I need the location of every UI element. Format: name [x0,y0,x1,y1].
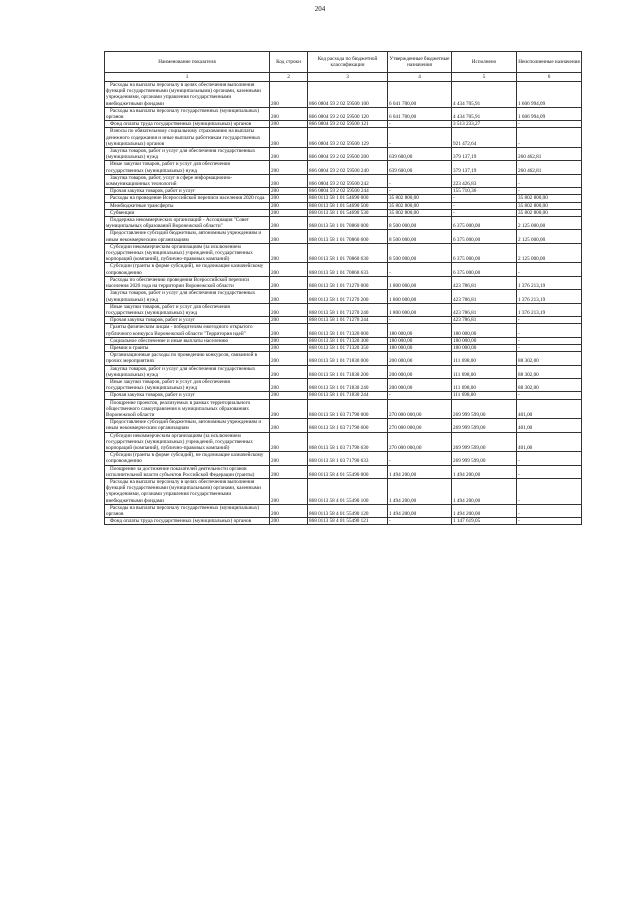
indicator-name: Поощрение проектов, реализуемых в рамках территориального общественного самоуправления в муниципальных образованиях Воронежской области [105,399,270,419]
unexecuted-amount: - [517,317,582,324]
line-code: 200 [270,148,308,161]
unexecuted-amount: 88 302,00 [517,352,582,365]
indicator-name: Субсидии (гранты в форме субсидий), не подлежащие казначейскому сопровождению [105,263,270,276]
executed-amount: 4 434 705,91 [452,82,517,108]
indicator-name: Закупка товаров, работ и услуг для обеспечения государственных (муниципальных) нужд [105,290,270,303]
approved-amount: - [388,392,452,399]
column-number: 6 [517,73,582,82]
executed-amount: 423 786,81 [452,317,517,324]
indicator-name: Премии и гранты [105,344,270,351]
executed-amount: 180 000,00 [452,337,517,344]
line-code: 200 [270,337,308,344]
table-row [105,161,582,174]
table-row [105,263,582,276]
budget-classification-code: 868 0113 58 1 01 71830 200 [308,365,388,378]
indicator-name: Социальное обеспечение и иные выплаты населению [105,337,270,344]
budget-classification-code: 868 0113 58 1 01 71320 350 [308,344,388,351]
approved-amount: 200 000,00 [388,365,452,378]
line-code: 200 [270,378,308,391]
executed-amount: 6 375 000,00 [452,230,517,243]
header-executed: Исполнено [452,52,517,73]
unexecuted-amount: 401,00 [517,432,582,452]
unexecuted-amount: 1 376 213,19 [517,290,582,303]
budget-classification-code: 866 0804 59 2 02 59500 200 [308,148,388,161]
approved-amount: 200 000,00 [388,352,452,365]
line-code: 200 [270,352,308,365]
indicator-name: Взносы по обязательному социальному страхованию на выплаты денежного содержания и иные выплаты работникам государственных (муниципальных) органов [105,128,270,148]
executed-amount: 4 434 705,91 [452,107,517,120]
line-code: 200 [270,419,308,432]
approved-amount: 1 494 200,00 [388,504,452,517]
executed-amount: 1 494 200,00 [452,465,517,478]
executed-amount: 223 426,83 [452,174,517,187]
table-row [105,128,582,148]
table-row [105,230,582,243]
unexecuted-amount: 2 125 000,00 [517,243,582,263]
unexecuted-amount: 88 302,00 [517,378,582,391]
table-row [105,352,582,365]
budget-classification-code: 868 0113 58 1 01 54690 530 [308,209,388,216]
unexecuted-amount: - [517,174,582,187]
unexecuted-amount: - [517,121,582,128]
indicator-name: Фонд оплаты труда государственных (муниципальных) органов [105,121,270,128]
table-row [105,504,582,517]
line-code: 200 [270,432,308,452]
line-code: 200 [270,263,308,276]
executed-amount: 180 000,00 [452,324,517,337]
executed-amount: - [452,202,517,209]
budget-classification-code: 868 0113 58 1 01 71830 244 [308,392,388,399]
line-code: 200 [270,399,308,419]
budget-classification-code: 868 0113 58 1 01 70860 633 [308,263,388,276]
executed-amount: - [452,209,517,216]
line-code: 200 [270,324,308,337]
line-code: 200 [270,217,308,230]
indicator-name: Фонд оплаты труда государственных (муниципальных) органов [105,518,270,525]
executed-amount: 1 494 200,00 [452,504,517,517]
table-row [105,317,582,324]
line-code: 200 [270,365,308,378]
unexecuted-amount: 1 376 213,19 [517,303,582,316]
executed-amount: - [452,195,517,202]
line-code: 200 [270,452,308,465]
executed-amount: 1 494 200,00 [452,478,517,504]
table-row [105,107,582,120]
budget-classification-code: 868 0113 58 1 01 71320 300 [308,337,388,344]
line-code: 200 [270,344,308,351]
line-code: 200 [270,276,308,289]
unexecuted-amount: - [517,128,582,148]
table-row [105,365,582,378]
budget-classification-code: 868 0113 58 1 01 70860 600 [308,230,388,243]
budget-classification-code: 868 0113 58 1 01 71270 200 [308,290,388,303]
table-row [105,399,582,419]
approved-amount: 270 000 000,00 [388,432,452,452]
indicator-name: Прочая закупка товаров, работ и услуг [105,317,270,324]
line-code: 200 [270,82,308,108]
indicator-name: Субвенции [105,209,270,216]
approved-amount: - [388,452,452,465]
unexecuted-amount: 260 462,81 [517,161,582,174]
header-budget-code: Код расхода по бюджетной классификации [308,52,388,73]
indicator-name: Расходы на выплаты персоналу в целях обеспечения выполнения функций государственными (муниципальными) органами, казенными учреждениями, органами управления государственными внебюджетными фондами [105,82,270,108]
executed-amount: 111 698,00 [452,392,517,399]
unexecuted-amount: - [517,465,582,478]
budget-classification-code: 866 0804 59 2 02 59500 242 [308,174,388,187]
executed-amount: 423 786,81 [452,276,517,289]
table-row [105,378,582,391]
indicator-name: Расходы по обеспечению проведения Всероссийской переписи населения 2020 года на территории Воронежской области [105,276,270,289]
indicator-name: Поощрение за достижение показателей деятельности органов исполнительной власти субъектов Российской Федерации (гранты) [105,465,270,478]
budget-classification-code: 868 0113 58 4 01 55490 100 [308,478,388,504]
indicator-name: Прочая закупка товаров, работ и услуг [105,188,270,195]
line-code: 200 [270,161,308,174]
executed-amount: 111 698,00 [452,378,517,391]
approved-amount: 639 600,00 [388,161,452,174]
approved-amount: 270 000 000,00 [388,419,452,432]
indicator-name: Закупка товаров, работ и услуг для обеспечения государственных (муниципальных) нужд [105,365,270,378]
executed-amount: 379 137,19 [452,148,517,161]
budget-classification-code: 868 0113 58 1 01 70860 000 [308,217,388,230]
indicator-name: Поддержка некоммерческих организаций - Ассоциация "Совет муниципальных образований Воронежской области" [105,217,270,230]
approved-amount: 8 500 000,00 [388,217,452,230]
table-row [105,202,582,209]
budget-classification-code: 868 0113 58 1 01 54690 000 [308,195,388,202]
budget-classification-code: 868 0113 58 1 01 71270 240 [308,303,388,316]
budget-classification-code: 868 0113 58 1 03 71790 000 [308,399,388,419]
table-row [105,276,582,289]
executed-amount: 6 375 000,00 [452,217,517,230]
indicator-name: Субсидии некоммерческим организациям (за исключением государственных (муниципальных) учреждений, государственных корпораций (компаний), публично-правовых компаний) [105,243,270,263]
budget-classification-code: 868 0113 58 1 01 71320 000 [308,324,388,337]
unexecuted-amount: - [517,263,582,276]
unexecuted-amount: - [517,337,582,344]
table-row [105,121,582,128]
executed-amount: 3 513 233,27 [452,121,517,128]
unexecuted-amount: 2 125 000,00 [517,217,582,230]
table-row [105,195,582,202]
indicator-name: Субсидии некоммерческим организациям (за исключением государственных (муниципальных) учреждений, государственных корпораций (компаний), публично-правовых компаний) [105,432,270,452]
approved-amount: - [388,174,452,187]
approved-amount: 1 800 000,00 [388,303,452,316]
approved-amount: 639 600,00 [388,148,452,161]
approved-amount: - [388,188,452,195]
unexecuted-amount: 35 802 800,00 [517,195,582,202]
unexecuted-amount: - [517,344,582,351]
unexecuted-amount: 401,00 [517,399,582,419]
header-unexecuted: Неисполненные назначения [517,52,582,73]
unexecuted-amount: - [517,504,582,517]
header-row [105,52,582,73]
indicator-name: Межбюджетные трансферты [105,202,270,209]
unexecuted-amount: 2 125 000,00 [517,230,582,243]
unexecuted-amount: 401,00 [517,419,582,432]
budget-classification-code: 868 0113 58 1 01 70860 630 [308,243,388,263]
budget-classification-code: 868 0113 58 4 01 55490 120 [308,504,388,517]
header-approved: Утвержденные бюджетные назначения [388,52,452,73]
indicator-name: Иные закупки товаров, работ и услуг для обеспечения государственных (муниципальных) нужд [105,378,270,391]
line-code: 200 [270,504,308,517]
indicator-name: Закупка товаров, работ и услуг для обеспечения государственных (муниципальных) нужд [105,148,270,161]
approved-amount: 8 500 000,00 [388,230,452,243]
budget-classification-code: 868 0113 58 1 03 71790 630 [308,432,388,452]
column-number: 3 [308,73,388,82]
line-code: 200 [270,195,308,202]
executed-amount: 111 698,00 [452,365,517,378]
indicator-name: Иные закупки товаров, работ и услуг для обеспечения государственных (муниципальных) нужд [105,303,270,316]
unexecuted-amount: 1 606 994,09 [517,82,582,108]
budget-execution-table [104,51,582,525]
approved-amount: 180 000,00 [388,337,452,344]
indicator-name: Предоставление субсидий бюджетным, автономным учреждениям и иным некоммерческим организациям [105,419,270,432]
line-code: 200 [270,518,308,525]
line-code: 200 [270,202,308,209]
unexecuted-amount: - [517,324,582,337]
approved-amount: 1 800 000,00 [388,290,452,303]
budget-classification-code: 866 0804 59 2 02 59500 100 [308,82,388,108]
table-row [105,419,582,432]
executed-amount: 921 472,64 [452,128,517,148]
table-row [105,188,582,195]
table-row [105,324,582,337]
approved-amount: 1 494 200,00 [388,465,452,478]
unexecuted-amount: 35 802 800,00 [517,202,582,209]
table-row [105,217,582,230]
table-row [105,337,582,344]
line-code: 200 [270,303,308,316]
header-name: Наименование показателя [105,52,270,73]
indicator-name: Прочая закупка товаров, работ и услуг [105,392,270,399]
unexecuted-amount: - [517,518,582,525]
approved-amount: 270 000 000,00 [388,399,452,419]
budget-classification-code: 866 0804 59 2 02 59500 120 [308,107,388,120]
indicator-name: Закупка товаров, работ, услуг в сфере информационно-коммуникационных технологий [105,174,270,187]
line-code: 200 [270,230,308,243]
approved-amount: 180 000,00 [388,344,452,351]
column-number: 5 [452,73,517,82]
budget-classification-code: 866 0804 59 2 02 59500 129 [308,128,388,148]
budget-classification-code: 868 0113 58 1 03 71790 633 [308,452,388,465]
table-row [105,290,582,303]
approved-amount: - [388,518,452,525]
approved-amount: 6 041 700,00 [388,107,452,120]
budget-classification-code: 866 0804 59 2 02 59500 244 [308,188,388,195]
budget-classification-code: 868 0113 58 1 01 71830 000 [308,352,388,365]
unexecuted-amount: 35 802 800,00 [517,209,582,216]
line-code: 200 [270,107,308,120]
budget-classification-code: 868 0113 58 1 01 71270 244 [308,317,388,324]
table-row [105,303,582,316]
approved-amount: 35 802 800,00 [388,195,452,202]
indicator-name: Расходы на выплаты персоналу государственных (муниципальных) органов [105,504,270,517]
approved-amount: 8 500 000,00 [388,243,452,263]
table-row [105,148,582,161]
executed-amount: 1 147 619,05 [452,518,517,525]
budget-classification-code: 868 0113 58 1 01 71830 240 [308,378,388,391]
approved-amount: 6 041 700,00 [388,82,452,108]
executed-amount: 155 710,36 [452,188,517,195]
line-code: 200 [270,317,308,324]
line-code: 200 [270,392,308,399]
line-code: 200 [270,478,308,504]
column-number: 1 [105,73,270,82]
approved-amount: - [388,128,452,148]
column-number: 2 [270,73,308,82]
unexecuted-amount: 88 302,00 [517,365,582,378]
column-number-row [105,73,582,82]
line-code: 200 [270,290,308,303]
unexecuted-amount: - [517,392,582,399]
line-code: 200 [270,121,308,128]
budget-classification-code: 868 0113 58 4 01 55490 000 [308,465,388,478]
executed-amount: 269 999 599,00 [452,452,517,465]
approved-amount: 200 000,00 [388,378,452,391]
executed-amount: 269 999 599,00 [452,399,517,419]
indicator-name: Предоставление субсидий бюджетным, автономным учреждениям и иным некоммерческим организациям [105,230,270,243]
executed-amount: 423 786,81 [452,303,517,316]
executed-amount: 6 375 000,00 [452,263,517,276]
table-row [105,344,582,351]
executed-amount: 6 375 000,00 [452,243,517,263]
approved-amount: - [388,317,452,324]
line-code: 200 [270,243,308,263]
table-row [105,174,582,187]
table-row [105,209,582,216]
unexecuted-amount: 1 376 213,19 [517,276,582,289]
executed-amount: 423 786,81 [452,290,517,303]
unexecuted-amount: - [517,188,582,195]
budget-classification-code: 866 0804 59 2 02 59500 240 [308,161,388,174]
table-row [105,478,582,504]
approved-amount: 1 494 200,00 [388,478,452,504]
executed-amount: 269 999 599,00 [452,419,517,432]
table-row [105,243,582,263]
unexecuted-amount: 260 462,81 [517,148,582,161]
approved-amount: 35 802 800,00 [388,209,452,216]
budget-classification-code: 868 0113 58 1 01 71270 000 [308,276,388,289]
indicator-name: Расходы на выплаты персоналу в целях обеспечения выполнения функций государственными (муниципальными) органами, казенными учреждениями, органами управления государственными внебюджетными фондами [105,478,270,504]
unexecuted-amount: 1 606 994,09 [517,107,582,120]
approved-amount: 180 000,00 [388,324,452,337]
approved-amount: - [388,263,452,276]
table-row [105,432,582,452]
unexecuted-amount: - [517,452,582,465]
table-row [105,82,582,108]
table-row [105,465,582,478]
executed-amount: 180 000,00 [452,344,517,351]
page-number: 204 [314,5,326,13]
indicator-name: Гранты физическим лицам - победителям ежегодного открытого публичного конкурса Воронежской области "Территория идей" [105,324,270,337]
indicator-name: Иные закупки товаров, работ и услуг для обеспечения государственных (муниципальных) нужд [105,161,270,174]
approved-amount: 35 802 800,00 [388,202,452,209]
table-row [105,392,582,399]
approved-amount: 1 800 000,00 [388,276,452,289]
executed-amount: 379 137,19 [452,161,517,174]
column-number: 4 [388,73,452,82]
approved-amount: - [388,121,452,128]
budget-classification-code: 868 0113 58 1 01 54690 500 [308,202,388,209]
line-code: 200 [270,188,308,195]
indicator-name: Расходы на выплаты персоналу государственных (муниципальных) органов [105,107,270,120]
budget-classification-code: 868 0113 58 1 03 71790 600 [308,419,388,432]
line-code: 200 [270,209,308,216]
executed-amount: 269 999 599,00 [452,432,517,452]
table-body [105,82,582,525]
executed-amount: 111 698,00 [452,352,517,365]
indicator-name: Субсидии (гранты в форме субсидий), не подлежащие казначейскому сопровождению [105,452,270,465]
line-code: 200 [270,465,308,478]
header-line-code: Код строки [270,52,308,73]
budget-classification-code: 866 0804 59 2 02 59500 121 [308,121,388,128]
indicator-name: Расходы на проведение Всероссийской переписи населения 2020 года [105,195,270,202]
budget-classification-code: 868 0113 58 4 01 55490 121 [308,518,388,525]
table-row [105,452,582,465]
indicator-name: Организационные расходы по проведению конкурсов, связанной в прочих мероприятиях [105,352,270,365]
line-code: 200 [270,128,308,148]
unexecuted-amount: - [517,478,582,504]
line-code: 200 [270,174,308,187]
table-row [105,518,582,525]
